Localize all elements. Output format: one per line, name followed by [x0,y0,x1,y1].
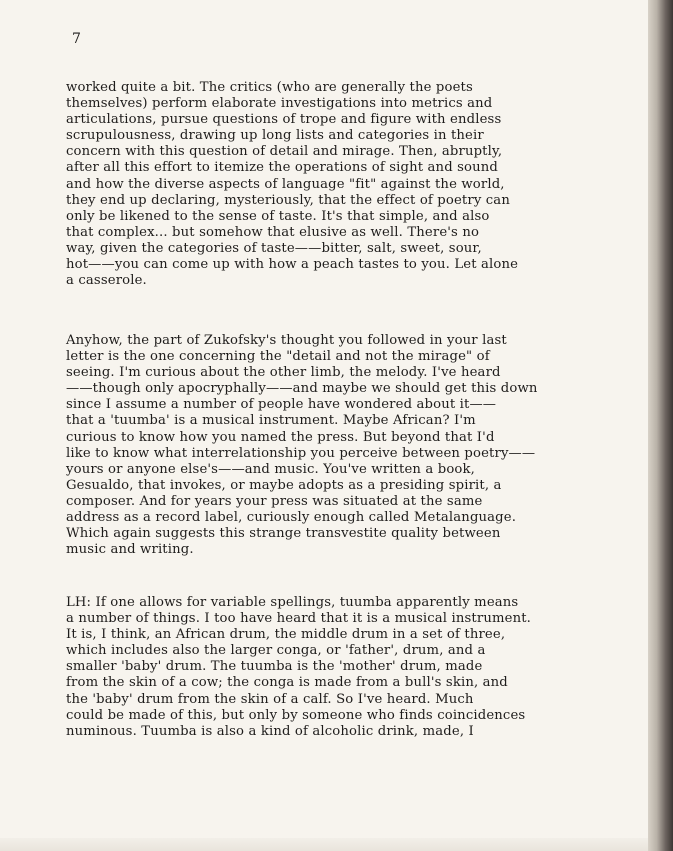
text-line: worked quite a bit. The critics (who are generally the poets [66,80,473,95]
text-line: the 'baby' drum from the skin of a calf. So I've heard. Much [66,691,474,707]
paragraph-2 [66,333,646,558]
text-line: letter is the one concerning the "detail and not the mirage" of [66,349,490,365]
text-line: Gesualdo, that invokes, or maybe adopts as a presiding spirit, a [66,477,502,493]
paragraph-3 [66,595,646,740]
text-line: music and writing. [66,542,194,558]
text-line: yours or anyone else's——and music. You've written a book, [66,461,475,477]
text-line: Anyhow, the part of Zukofsky's thought you followed in your last [66,333,507,348]
text-line: ——though only apocryphally——and maybe we should get this down [66,381,538,397]
text-line: curious to know how you named the press. But beyond that I'd [66,429,495,445]
text-line: after all this effort to itemize the operations of sight and sound [66,160,499,176]
text-line: way, given the categories of taste——bitter, salt, sweet, sour, [66,240,482,256]
text-line: a number of things. I too have heard that it is a musical instrument. [66,611,532,627]
text-line: could be made of this, but only by someone who finds coincidences [66,707,526,723]
text-line: numinous. Tuumba is also a kind of alcoholic drink, made, I [66,723,474,739]
text-line: seeing. I'm curious about the other limb, the melody. I've heard [66,365,501,381]
text-line: It is, I think, an African drum, the middle drum in a set of three, [66,627,506,643]
text-line: address as a record label, curiously enough called Metalanguage. [66,510,517,526]
text-line: concern with this question of detail and mirage. Then, abruptly, [66,144,503,160]
text-line: LH: If one allows for variable spellings, tuumba apparently means [66,595,519,610]
page-bottom-edge [0,838,658,851]
text-line: a casserole. [66,273,147,289]
text-line: articulations, pursue questions of trope and figure with endless [66,112,502,128]
text-line: and how the diverse aspects of language "fit" against the world, [66,176,505,192]
text-line: only be likened to the sense of taste. It's that simple, and also [66,208,490,224]
text-line: since I assume a number of people have wondered about it—— [66,397,497,413]
paragraph-1 [66,80,646,289]
text-line: themselves) perform elaborate investigations into metrics and [66,96,493,112]
text-line: like to know what interrelationship you perceive between poetry—— [66,445,536,461]
text-line: composer. And for years your press was situated at the same [66,493,483,509]
text-line: hot——you can come up with how a peach tastes to you. Let alone [66,257,519,273]
text-line: Which again suggests this strange transvestite quality between [66,526,501,542]
text-line: smaller 'baby' drum. The tuumba is the 'mother' drum, made [66,659,483,675]
text-line: that a 'tuumba' is a musical instrument. Maybe African? I'm [66,413,476,429]
text-line: from the skin of a cow; the conga is made from a bull's skin, and [66,675,508,691]
page-number: 7 [72,31,81,47]
text-line: they end up declaring, mysteriously, that the effect of poetry can [66,192,510,208]
book-spine-shadow [648,0,673,851]
text-line: that complex... but somehow that elusive as well. There's no [66,224,480,240]
text-line: scrupulousness, drawing up long lists and categories in their [66,128,484,144]
text-line: which includes also the larger conga, or 'father', drum, and a [66,643,486,659]
